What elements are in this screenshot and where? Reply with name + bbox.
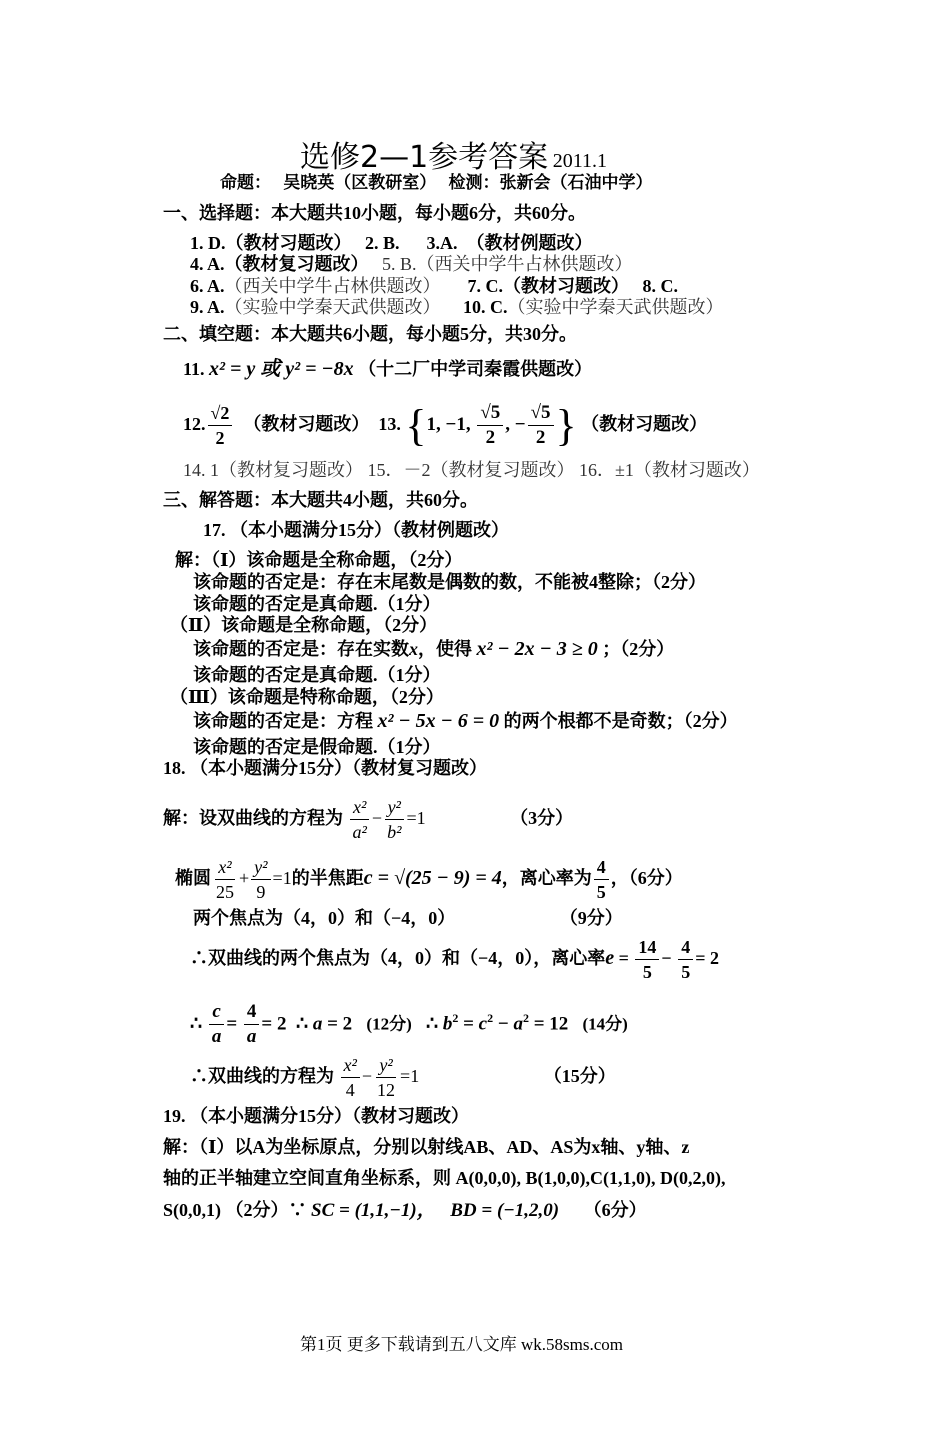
q11-source: （十二厂中学司秦霞供题改） bbox=[358, 359, 593, 379]
q12-num: √2 bbox=[208, 401, 233, 426]
q13-frac-1: $\frac{√5}{2}$ bbox=[477, 401, 503, 450]
q18-l5-score-b: (14分) bbox=[582, 1014, 628, 1034]
q17-l5 bbox=[193, 638, 674, 660]
ans-9: 9. A. bbox=[190, 297, 225, 317]
q19-heading: 19. （本小题满分15分）（教材习题改） bbox=[163, 1106, 469, 1126]
frac-c-a: $\frac{c}{a}$ bbox=[209, 1000, 225, 1049]
page-footer: 第1页 更多下载请到五八文库 wk.58sms.com bbox=[300, 1335, 623, 1354]
left-brace: { bbox=[405, 400, 427, 450]
q13-source: （教材习题改） bbox=[581, 414, 708, 434]
q18-heading: 18. （本小题满分15分）（教材复习题改） bbox=[163, 758, 487, 778]
q19-l1: 解：（Ⅰ）以A为坐标原点，分别以射线AB、AD、AS为x轴、y轴、z bbox=[163, 1137, 690, 1157]
q12-label: 12. bbox=[183, 414, 206, 434]
ans-8: 8. C. bbox=[642, 276, 679, 296]
q18-l6-text: ∴双曲线的方程为 bbox=[190, 1066, 334, 1086]
q18-l3 bbox=[193, 907, 623, 929]
q17-l5-score: ；（2分） bbox=[602, 639, 675, 659]
q12-fraction bbox=[208, 401, 233, 450]
q18-l4-text: ∴双曲线的两个焦点为（4，0）和（−4，0），离心率 bbox=[190, 948, 606, 968]
ans-3-src: （教材例题改） bbox=[466, 233, 593, 253]
answer-row-1 bbox=[190, 232, 593, 254]
q19-l3-score-2: （6分） bbox=[583, 1200, 647, 1220]
q18-l3-score: （9分） bbox=[559, 908, 623, 928]
q17-l4: （Ⅱ）该命题是全称命题，（2分） bbox=[170, 615, 438, 635]
q13-frac-2: $\frac{√5}{2}$ bbox=[528, 401, 554, 450]
frac-4-5b: $\frac{4}{5}$ bbox=[678, 935, 693, 984]
ans-2: 2. B. bbox=[365, 233, 400, 253]
q17-l1: 解：（Ⅰ）该命题是全称命题，（2分） bbox=[175, 550, 463, 570]
ans-7: 7. C. bbox=[467, 276, 504, 296]
q18-l2-text3: ，离心率为 bbox=[501, 868, 592, 888]
q17-l7: （Ⅲ）该命题是特称命题，（2分） bbox=[170, 687, 444, 707]
q17-l8 bbox=[193, 710, 738, 732]
q17-l2: 该命题的否定是：存在末尾数是偶数的数，不能被4整除；（2分） bbox=[193, 572, 706, 592]
ans-10-src: （实验中学秦天武供题改） bbox=[507, 297, 724, 317]
answer-row-4 bbox=[190, 296, 724, 318]
q18-l2-text: 椭圆 bbox=[175, 868, 211, 888]
section-3-heading: 三、解答题：本大题共4小题，共60分。 bbox=[163, 490, 478, 510]
frac-14-5: $\frac{14}{5}$ bbox=[635, 935, 659, 984]
q11-line bbox=[183, 358, 592, 380]
q12-source: （教材习题改） bbox=[243, 414, 370, 434]
q19-l2: 轴的正半轴建立空间直角坐标系，则 A(0,0,0), B(1,0,0),C(1,1,0), D(0,2,0), bbox=[163, 1168, 726, 1188]
q18-l5-score-a: (12分) bbox=[366, 1014, 412, 1034]
q19-l3-point: S(0,0,1) bbox=[163, 1200, 221, 1220]
q17-l5-text: 该命题的否定是：存在实数 bbox=[193, 639, 409, 659]
q18-l2: 椭圆 $\frac{\text{x²}}{25}$ + $\frac{\text{y²}}{9}$ =1的半焦距c = √(25 − 9) = 4，离心率为 $\frac{4}{5}$ ，（6分） bbox=[175, 857, 683, 903]
ans-10: 10. C. bbox=[463, 297, 508, 317]
authors-line: 命题： 吴晓英（区教研室） 检测：张新会（石油中学） bbox=[220, 173, 653, 192]
q13-set: 1, −1, $\frac{√5}{2}$ , − $\frac{√5}{2}$ bbox=[427, 414, 556, 435]
page-title bbox=[300, 140, 607, 176]
ans-4-src: （教材复习题改） bbox=[224, 254, 369, 274]
q17-l8-text2: 的两个根都不是奇数；（2分） bbox=[503, 711, 738, 731]
section-2-heading: 二、填空题：本大题共6小题，每小题5分，共30分。 bbox=[163, 324, 577, 344]
q19-vector-sc: SC = (1,1,−1)， bbox=[311, 1200, 436, 1221]
ans-7-src: （教材习题改） bbox=[503, 276, 630, 296]
answer-row-2 bbox=[190, 253, 633, 275]
q11-equation: x² = y 或 y² = −8x bbox=[209, 358, 354, 380]
q18-l4: ∴双曲线的两个焦点为（4，0）和（−4，0），离心率e = $\frac{14}{5}$ − $\frac{4}{5}$ = 2 bbox=[190, 937, 719, 983]
ans-1: 1. D. bbox=[190, 233, 226, 253]
title-year: 2011.1 bbox=[552, 150, 607, 172]
q18-semi-focal: c = √(25 − 9) = 4 bbox=[363, 867, 502, 889]
q18-l2-score: ，（6分） bbox=[610, 868, 683, 888]
q17-l5-var: x bbox=[409, 639, 418, 659]
section-1-heading: 一、选择题：本大题共10小题，每小题6分，共60分。 bbox=[163, 203, 586, 223]
q17-l8-text: 该命题的否定是：方程 bbox=[193, 711, 373, 731]
q17-l3: 该命题的否定是真命题.（1分） bbox=[193, 594, 441, 614]
q19-l3 bbox=[163, 1199, 647, 1222]
q12-den: 2 bbox=[215, 428, 225, 449]
q18-l6-score: （15分） bbox=[543, 1066, 616, 1086]
ans-4: 4. A. bbox=[190, 254, 225, 274]
ans-6-src: （西关中学牛占林供题改） bbox=[224, 276, 441, 296]
title-text: 选修2—1参考答案 bbox=[300, 140, 549, 175]
frac-x2-4: $\frac{\text{x²}}{4}$ bbox=[341, 1053, 360, 1102]
q18-l1-text: 解：设双曲线的方程为 bbox=[163, 808, 343, 828]
ans-3: 3.A. bbox=[426, 233, 458, 253]
frac-4-a: $\frac{4}{a}$ bbox=[244, 1000, 260, 1049]
q11-label: 11. bbox=[183, 359, 205, 379]
q17-l5-text2: ，使得 bbox=[418, 639, 472, 659]
ans-5: 5. B. bbox=[382, 254, 417, 274]
q17-l6: 该命题的否定是真命题.（1分） bbox=[193, 665, 441, 685]
q18-l5: ∴ $\frac{c}{a}$ = $\frac{4}{a}$ = 2 ∴ a = 2 (12分) ∴ $b^2 = c^2 - a^2 = 12$ (14分) bbox=[190, 1001, 628, 1048]
q19-l3-score: （2分）∵ bbox=[225, 1200, 307, 1220]
frac-y2-12: $\frac{\text{y²}}{12}$ bbox=[377, 1055, 396, 1101]
q13-label: 13. bbox=[378, 414, 401, 434]
q17-l9: 该命题的否定是假命题.（1分） bbox=[193, 737, 441, 757]
q12-q13-line bbox=[183, 394, 707, 458]
q18-l1: 解：设双曲线的方程为 $\frac{\text{x²}}{\text{a²}}$ − $\frac{\text{y²}}{\text{b²}}$ =1 （3分） bbox=[163, 797, 574, 843]
ans-6: 6. A. bbox=[190, 276, 225, 296]
q18-l6: ∴双曲线的方程为 $\frac{\text{x²}}{4}$ − $\frac{\text{y²}}{12}$ =1 （15分） bbox=[190, 1055, 616, 1101]
q17-heading: 17. （本小题满分15分）（教材例题改） bbox=[203, 520, 509, 540]
frac-x2-25: $\frac{\text{x²}}{25}$ bbox=[216, 857, 234, 903]
ans-9-src: （实验中学秦天武供题改） bbox=[224, 297, 441, 317]
q18-l1-score: （3分） bbox=[510, 808, 574, 828]
right-brace: } bbox=[555, 400, 577, 450]
ans-1-src: （教材习题改） bbox=[225, 233, 352, 253]
ans-5-src: （西关中学牛占林供题改） bbox=[416, 254, 633, 274]
frac-4-5: $\frac{4}{5}$ bbox=[594, 855, 609, 904]
frac-y2-b2: $\frac{\text{y²}}{\text{b²}}$ bbox=[384, 795, 404, 844]
q18-l2-text2: 的半焦距 bbox=[291, 868, 364, 888]
q17-l5-inequality: x² − 2x − 3 ≥ 0 bbox=[476, 638, 598, 660]
q19-vector-bd: BD = (−1,2,0) bbox=[450, 1200, 560, 1221]
frac-x2-a2: $\frac{\text{x²}}{\text{a²}}$ bbox=[350, 795, 370, 844]
q18-l3-text: 两个焦点为（4，0）和（−4，0） bbox=[193, 908, 456, 928]
answer-row-3 bbox=[190, 275, 678, 297]
q17-l8-equation: x² − 5x − 6 = 0 bbox=[377, 710, 500, 732]
frac-y2-9: $\frac{\text{y²}}{9}$ bbox=[251, 855, 270, 904]
q14-16-line: 14. 1（教材复习题改） 15．－2（教材复习题改） 16．±1（教材习题改） bbox=[183, 460, 760, 480]
